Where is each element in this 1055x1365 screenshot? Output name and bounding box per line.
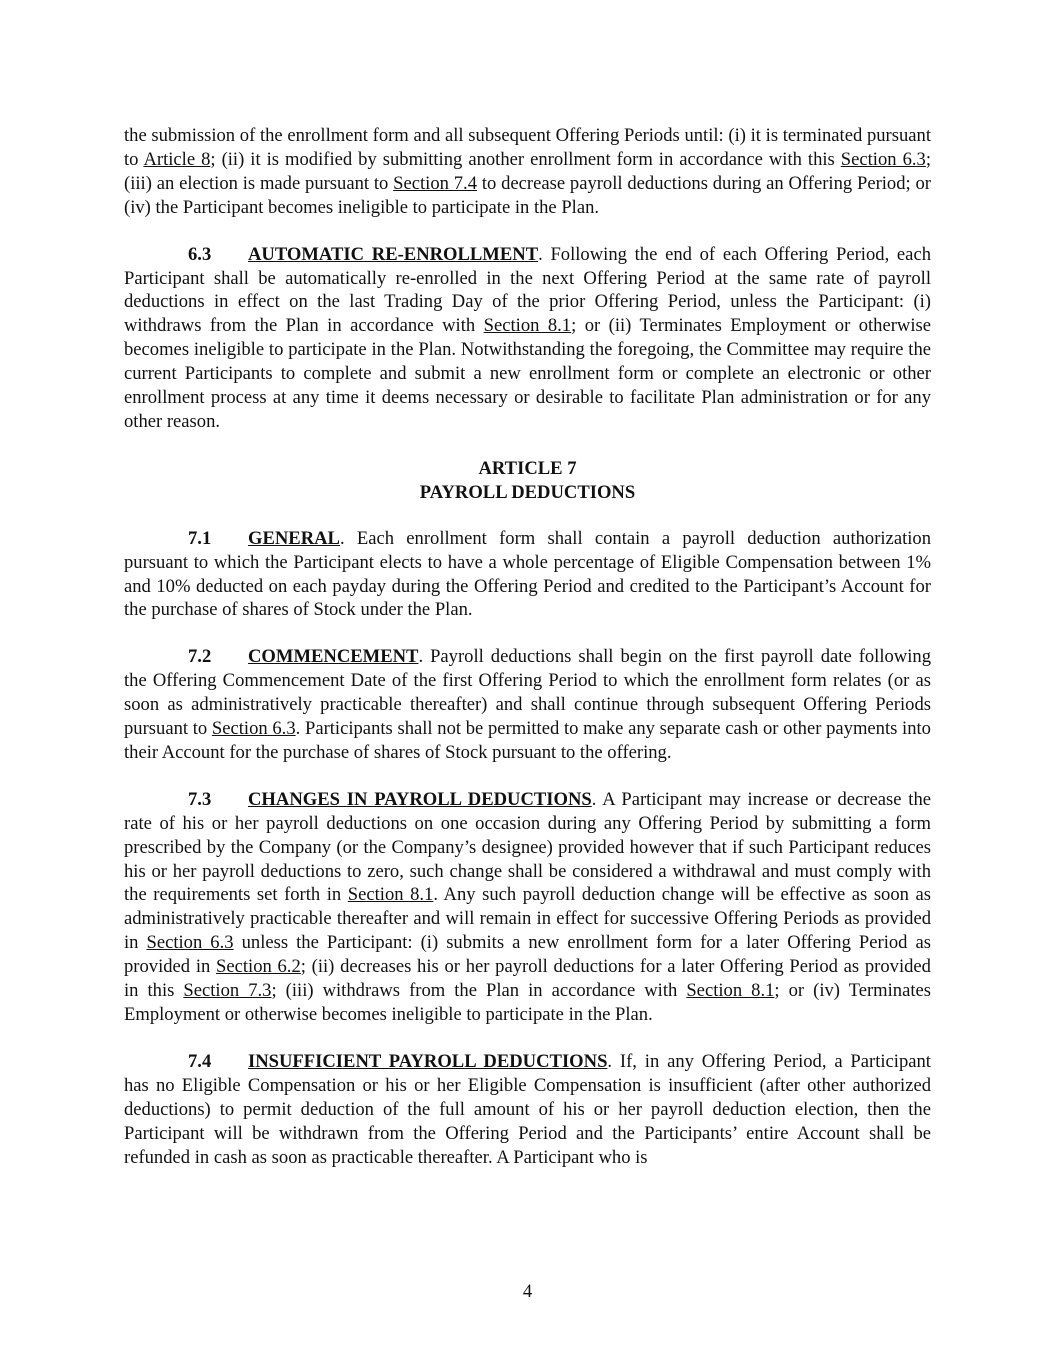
section-number: 7.1 xyxy=(188,527,212,549)
cross-reference-section-8-1: Section 8.1 xyxy=(347,884,434,906)
article-title: PAYROLL DEDUCTIONS xyxy=(419,481,636,503)
cross-reference-section-6-3: Section 6.3 xyxy=(146,932,234,954)
section-heading: AUTOMATIC RE-ENROLLMENT xyxy=(248,243,539,265)
text: the submission of the enrollment form and all subsequent Offering Periods until: (i) it is terminated pursuant to xyxy=(124,125,931,170)
section-7-3 xyxy=(124,788,931,1027)
section-number: 7.4 xyxy=(188,1050,212,1072)
cross-reference-section-6-3: Section 6.3 xyxy=(211,718,296,740)
cross-reference-section-8-1: Section 8.1 xyxy=(483,315,572,337)
text: ; (iii) withdraws from the Plan in accordance with xyxy=(271,980,687,1002)
text: ; (ii) decreases his or her payroll deductions for a later Offering Period as provided in this xyxy=(124,956,931,1002)
cross-reference-section-7-3: Section 7.3 xyxy=(183,980,272,1002)
text: . If, in any Offering Period, a Participant has no Eligible Compensation or his or her Eligible Compensation is insufficient (after other authorized deductions) to permit deduction of the full amount of his or her payroll deduction election, then the Participant will be withdrawn from the Offering Period and the Participants’ entire Account shall be refunded in cash as soon as practicable thereafter. A Participant who is xyxy=(124,1050,931,1168)
text: . Following the end of each Offering Period, each Participant shall be automatically re-enrolled in the next Offering Period at the same rate of payroll deductions in effect on the last Trading Day of the prior Offering Period, unless the Participant: (i) withdraws from the Plan in accordance with xyxy=(124,243,931,337)
text: . Each enrollment form shall contain a payroll deduction authorization pursuant to which the Participant elects to have a whole percentage of Eligible Compensation between 1% and 10% deducted on each payday during the Offering Period and credited to the Participant’s Account for the purchase of shares of Stock under the Plan. xyxy=(124,527,931,621)
section-6-3 xyxy=(124,243,931,434)
text: . Any such payroll deduction change will be effective as soon as administratively practicable thereafter and will remain in effect for successive Offering Periods as provided in xyxy=(124,884,931,954)
article-heading xyxy=(124,457,931,505)
section-heading: INSUFFICIENT PAYROLL DEDUCTIONS xyxy=(248,1050,608,1072)
section-7-1 xyxy=(124,527,931,623)
section-heading: GENERAL xyxy=(248,527,340,549)
section-heading: COMMENCEMENT xyxy=(248,646,419,668)
text: . Participants shall not be permitted to make any separate cash or other payments into their Account for the purchase of shares of Stock pursuant to the offering. xyxy=(124,718,931,763)
paragraph-6-2-continuation xyxy=(124,124,931,220)
cross-reference-section-8-1: Section 8.1 xyxy=(686,980,775,1002)
cross-reference-section-7-4: Section 7.4 xyxy=(393,172,477,194)
section-7-4 xyxy=(124,1050,931,1170)
document-page xyxy=(124,124,931,1192)
text: . Payroll deductions shall begin on the first payroll date following the Offering Commencement Date of the first Offering Period to which the enrollment form relates (or as soon as administratively practicable thereafter) and shall continue through subsequent Offering Periods pursuant to xyxy=(124,646,931,740)
page-number: 4 xyxy=(522,1281,533,1302)
text: ; or (iv) Terminates Employment or otherwise becomes ineligible to participate in the Plan. xyxy=(124,980,932,1025)
cross-reference-section-6-3: Section 6.3 xyxy=(840,148,926,170)
section-number: 7.3 xyxy=(188,788,212,810)
section-number: 6.3 xyxy=(188,243,212,265)
cross-reference-section-6-2: Section 6.2 xyxy=(216,956,301,978)
cross-reference-article-8: Article 8 xyxy=(143,148,211,170)
text: to decrease payroll deductions during an Offering Period; or (iv) the Participant becomes ineligible to participate in the Plan. xyxy=(124,172,931,218)
text: ; (ii) it is modified by submitting another enrollment form in accordance with this xyxy=(210,148,841,170)
section-number: 7.2 xyxy=(188,646,212,668)
section-7-2 xyxy=(124,645,931,765)
text: unless the Participant: (i) submits a new enrollment form for a later Offering Period as provided in xyxy=(124,932,931,978)
section-heading: CHANGES IN PAYROLL DEDUCTIONS xyxy=(248,788,592,810)
text: . A Participant may increase or decrease the rate of his or her payroll deductions on one occasion during any Offering Period by submitting a form prescribed by the Company (or the Company’s designee) provided however that if such Participant reduces his or her payroll deductions to zero, such change shall be considered a withdrawal and must comply with the requirements set forth in xyxy=(124,788,932,906)
article-number: ARTICLE 7 xyxy=(478,457,577,479)
text: ; or (ii) Terminates Employment or otherwise becomes ineligible to participate in the Plan. Notwithstanding the foregoing, the Committee may require the current Participants to complete and submit a new enrollment form or complete an electronic or other enrollment process at any time it deems necessary or desirable to facilitate Plan administration or for any other reason. xyxy=(124,315,931,432)
text: ; (iii) an election is made pursuant to xyxy=(124,148,931,194)
